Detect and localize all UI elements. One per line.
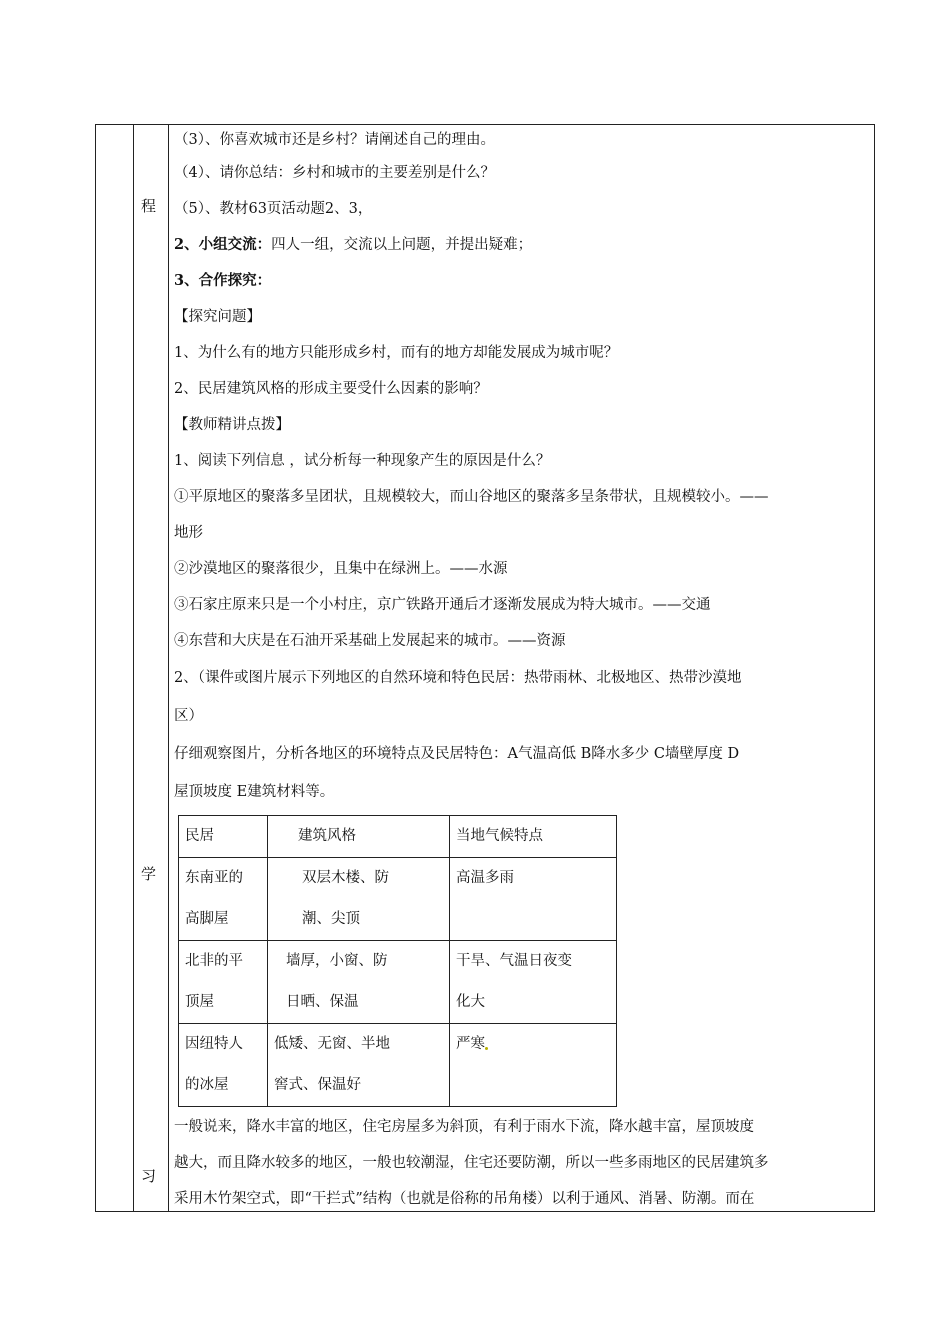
dwelling-name-line: 的冰屋 [185,1077,229,1093]
question-5: （5）、教材63页活动题2、3， [174,201,373,217]
explore-title: 【探究问题】 [174,309,261,325]
show-task-2-continued: 区） [174,708,203,724]
info-item-3: ③石家庄原来只是一个小村庄，京广铁路开通后才逐渐发展成为特大城市。——交通 [174,597,711,613]
explore-question-1: 1、为什么有的地方只能形成乡村，而有的地方却能发展成为城市呢？ [174,345,619,361]
climate-line: 化大 [456,994,485,1010]
table-row [179,1024,617,1107]
column-divider-1 [133,125,134,1211]
column-divider-2 [168,125,169,1211]
lesson-content [174,125,870,1217]
side-label-cheng: 程 [141,197,157,215]
dwelling-cell [179,1024,268,1107]
dwelling-name-line: 东南亚的 [185,870,243,886]
style-line: 双层木楼、防 [302,870,389,886]
explore-question-2: 2、民居建筑风格的形成主要受什么因素的影响？ [174,381,488,397]
reading-task-1: 1、阅读下列信息 ，试分析每一种现象产生的原因是什么？ [174,453,551,469]
dwelling-cell [179,941,268,1024]
climate-cell [450,941,617,1024]
table-header-row [179,816,617,858]
explanation-line-3: 采用木竹架空式，即“干拦式”结构（也就是俗称的吊角楼）以利于通风、消暑、防潮。而在 [174,1191,755,1207]
group-discussion [174,227,870,263]
explanation-line-1: 一般说来，降水丰富的地区，住宅房屋多为斜顶，有利于雨水下流，降水越丰富，屋顶坡度 [174,1119,754,1135]
info-item-1-answer: 地形 [174,525,203,541]
style-line: 墙厚，小窗、防 [286,953,388,969]
style-line: 低矮、无窗、半地 [274,1036,390,1052]
info-item-2: ②沙漠地区的聚落很少，且集中在绿洲上。——水源 [174,561,508,577]
dwelling-name-line: 北非的平 [185,953,243,969]
info-item-1: ①平原地区的聚落多呈团状，且规模较大，而山谷地区的聚落多呈条带状，且规模较小。—— [174,489,769,505]
dwelling-cell [179,858,268,941]
header-climate: 当地气候特点 [450,816,617,858]
style-cell [268,941,450,1024]
lesson-table [95,124,875,1212]
explanation-line-2: 越大，而且降水较多的地区，一般也较潮湿，住宅还要防潮，所以一些多雨地区的民居建筑多 [174,1155,769,1171]
observe-instruction: 仔细观察图片，分析各地区的环境特点及民居特色：A气温高低 B降水多少 C墙壁厚度 D [174,746,740,762]
show-task-2: 2、（课件或图片展示下列地区的自然环境和特色民居：热带雨林、北极地区、热带沙漠地 [174,670,742,686]
side-label-xi: 习 [141,1167,157,1185]
climate-cell [450,858,617,941]
question-4: （4）、请你总结：乡村和城市的主要差别是什么？ [174,165,495,181]
dwelling-name-line: 高脚屋 [185,911,229,927]
style-cell [268,1024,450,1107]
table-row [179,941,617,1024]
side-label-xue: 学 [141,865,157,883]
cooperative-inquiry-heading [174,263,870,299]
dwelling-table [178,815,617,1107]
group-discussion-text: 四人一组，交流以上问题，并提出疑难； [271,237,533,253]
style-line: 日晒、保温 [286,994,359,1010]
teacher-title: 【教师精讲点拨】 [174,417,290,433]
header-dwelling: 民居 [179,816,268,858]
style-line: 窖式、保温好 [274,1077,361,1093]
observe-instruction-continued: 屋顶坡度 E建筑材料等。 [174,784,335,800]
question-3: （3）、你喜欢城市还是乡村？请阐述自己的理由。 [174,132,495,148]
climate-cell [450,1024,617,1107]
table-row [179,858,617,941]
dwelling-name-line: 顶屋 [185,994,214,1010]
info-item-4: ④东营和大庆是在石油开采基础上发展起来的城市。——资源 [174,633,566,649]
style-cell [268,858,450,941]
climate-text: 严寒 [456,1036,485,1052]
climate-line: 高温多雨 [456,870,514,886]
mark-dot [485,1047,488,1050]
style-line: 潮、尖顶 [302,911,360,927]
climate-line: 干旱、气温日夜变 [456,953,572,969]
group-discussion-heading: 2、小组交流： [174,236,272,253]
cooperative-inquiry-heading-text: 3、合作探究： [174,272,272,289]
header-style: 建筑风格 [268,816,450,858]
climate-line [456,1024,610,1065]
dwelling-name-line: 因纽特人 [185,1036,243,1052]
